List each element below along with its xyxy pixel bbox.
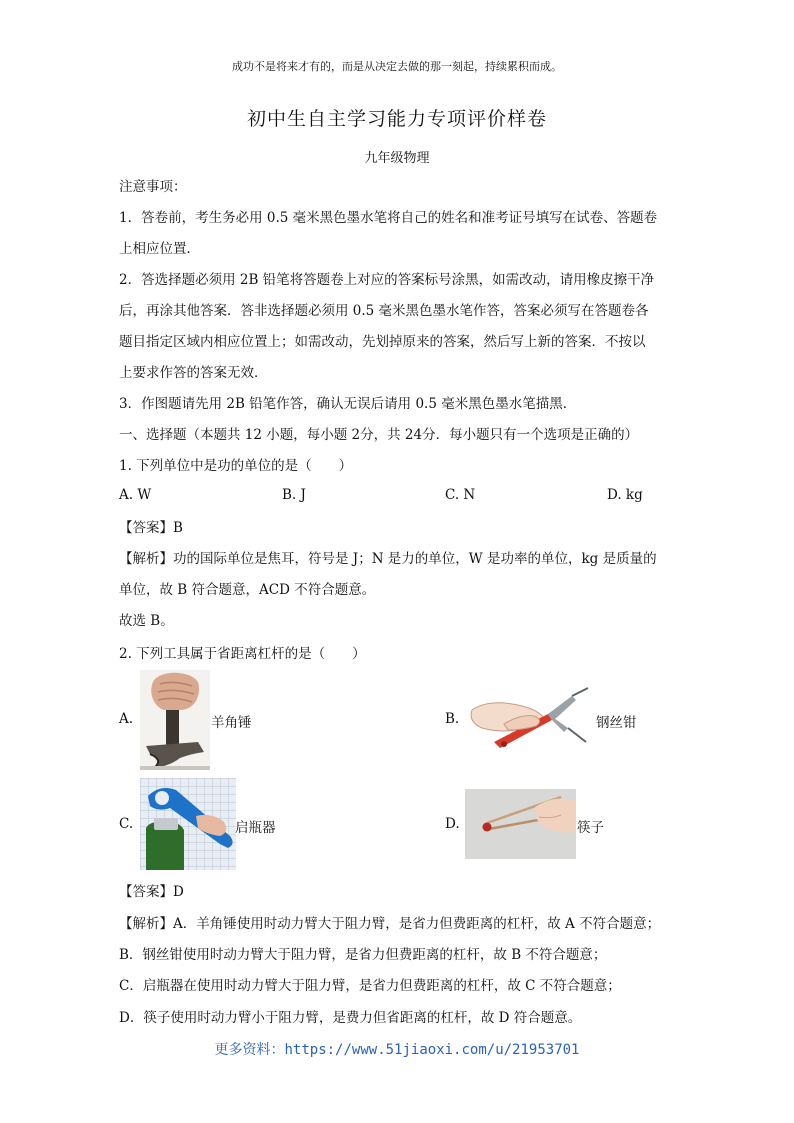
q2-option-a-letter: A. xyxy=(119,711,134,727)
q1-answer: 【答案】B xyxy=(119,520,183,536)
q2-analysis: 【解析】A．羊角锤使用时动力臂大于阻力臂，是省力但费距离的杠杆，故 A 不符合题意； xyxy=(119,916,661,932)
q2-option-c-letter: C. xyxy=(119,816,134,832)
question-1-stem: 1. 下列单位中是功的单位的是（ ） xyxy=(119,458,353,474)
claw-hammer-image xyxy=(140,670,210,770)
q2-option-b-letter: B. xyxy=(445,711,460,727)
page-title: 初中生自主学习能力专项评价样卷 xyxy=(246,108,547,130)
q1-option-c: C. N xyxy=(445,487,476,503)
notice-line: 上相应位置． xyxy=(119,241,200,257)
q1-analysis: 故选 B。 xyxy=(119,613,174,629)
q1-analysis: 单位，故 B 符合题意，ACD 不符合题意。 xyxy=(119,582,376,598)
question-2-stem: 2. 下列工具属于省距离杠杆的是（ ） xyxy=(119,646,366,662)
bottle-opener-image xyxy=(140,778,236,870)
q2-analysis: B．钢丝钳使用时动力臂大于阻力臂，是省力但费距离的杠杆，故 B 不符合题意； xyxy=(119,947,607,963)
section-heading: 一、选择题（本题共 12 小题，每小题 2分，共 24分．每小题只有一个选项是正确的） xyxy=(119,427,639,443)
q1-option-d: D. kg xyxy=(607,487,643,503)
q2-option-d-label: 筷子 xyxy=(577,820,604,836)
q1-option-a: A. W xyxy=(119,487,152,503)
q1-analysis: 【解析】功的国际单位是焦耳，符号是 J；N 是力的单位，W 是功率的单位，kg 是质量的 xyxy=(119,551,657,567)
notice-line: 题目指定区域内相应位置上；如需改动，先划掉原来的答案，然后写上新的答案．不按以 xyxy=(119,334,646,350)
q2-answer: 【答案】D xyxy=(119,884,184,900)
notice-line: 1．答卷前，考生务必用 0.5 毫米黑色墨水笔将自己的姓名和准考证号填写在试卷、答题卷 xyxy=(119,210,658,226)
notice-heading: 注意事项： xyxy=(119,179,187,195)
q2-analysis: D．筷子使用时动力臂小于阻力臂，是费力但省距离的杠杆，故 D 符合题意。 xyxy=(119,1010,582,1026)
notice-line: 3．作图题请先用 2B 铅笔作答，确认无误后请用 0.5 毫米黑色墨水笔描黑． xyxy=(119,396,577,412)
q2-option-d-letter: D. xyxy=(445,816,460,832)
page-subtitle: 九年级物理 xyxy=(364,151,430,166)
q2-option-b-label: 钢丝钳 xyxy=(596,715,637,731)
q2-option-c-label: 启瓶器 xyxy=(235,820,276,836)
footer-more-resources xyxy=(0,1039,794,1059)
notice-line: 2．答选择题必须用 2B 铅笔将答题卷上对应的答案标号涂黑，如需改动，请用橡皮擦干净 xyxy=(119,272,655,288)
q1-option-b: B. J xyxy=(282,487,306,503)
footer-label: 更多资料： xyxy=(214,1042,285,1058)
notice-line: 上要求作答的答案无效． xyxy=(119,365,268,381)
q2-analysis: C．启瓶器在使用时动力臂大于阻力臂，是省力但费距离的杠杆，故 C 不符合题意； xyxy=(119,978,621,994)
q2-option-a-label: 羊角锤 xyxy=(211,715,252,731)
page-motto: 成功不是将来才有的，而是从决定去做的那一刻起，持续累积而成。 xyxy=(232,60,562,73)
footer-link[interactable]: https://www.51jiaoxi.com/u/21953701 xyxy=(284,1042,580,1058)
chopsticks-image xyxy=(465,789,576,859)
notice-line: 后，再涂其他答案．答非选择题必须用 0.5 毫米黑色墨水笔作答，答案必须写在答题卷各 xyxy=(119,303,649,319)
wire-pliers-image xyxy=(464,684,592,754)
